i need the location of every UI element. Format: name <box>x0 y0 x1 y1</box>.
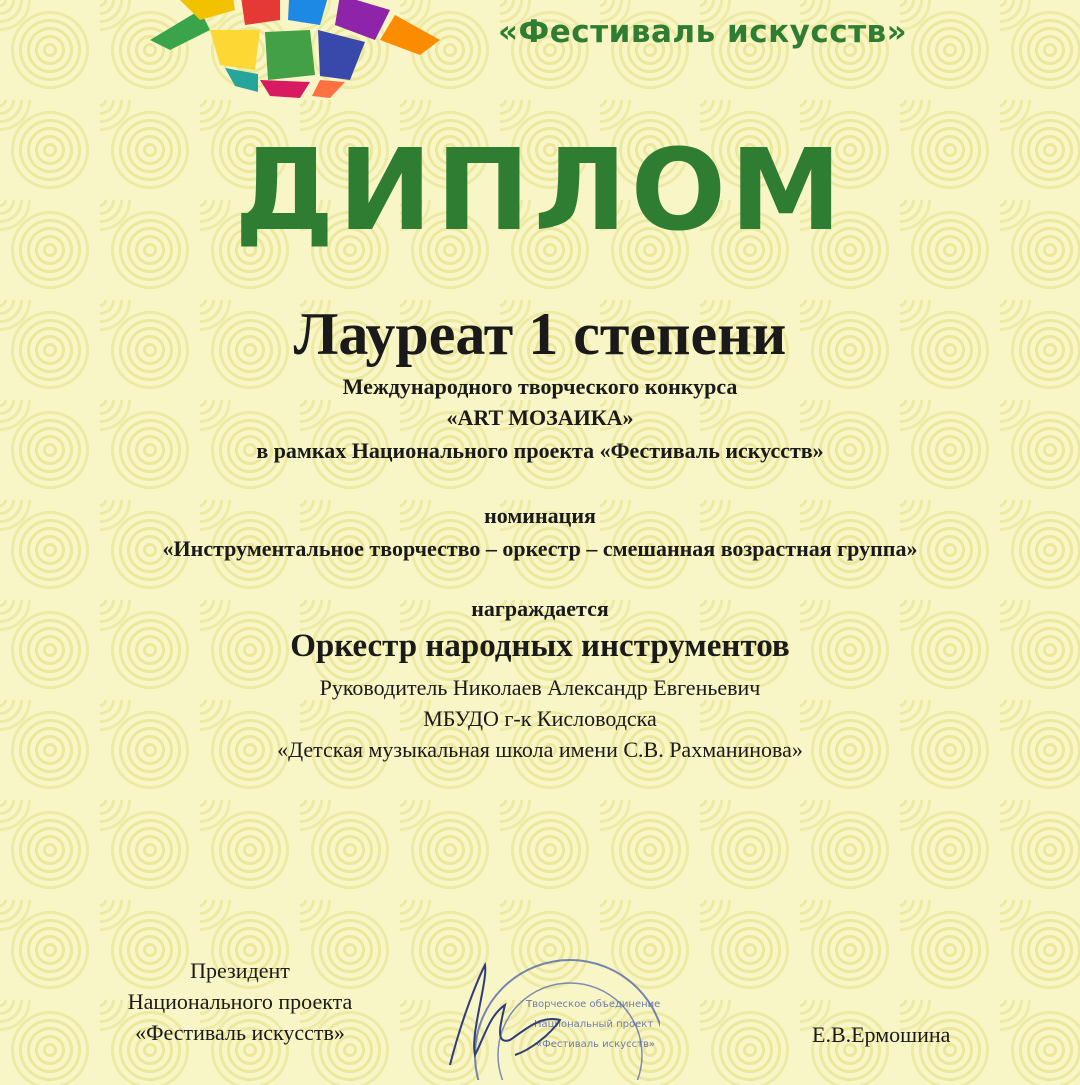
contest-line: Международного творческого конкурса <box>342 374 738 399</box>
institution-line: МБУДО г-к Кисловодска <box>423 706 657 731</box>
laureate-heading: Лауреат 1 степени <box>293 301 787 367</box>
contest-name: «ART МОЗАИКА» <box>446 405 634 430</box>
role-line: Национального проекта <box>127 989 353 1014</box>
awarded-label: награждается <box>471 596 609 621</box>
nomination-label: номинация <box>484 503 596 528</box>
diploma-title: ДИПЛОМ <box>234 126 846 256</box>
official-stamp <box>430 945 660 1085</box>
role-line: Президент <box>190 958 290 983</box>
festival-title: «Фестиваль искусств» <box>498 14 908 50</box>
signature-role <box>80 955 400 1048</box>
recipient-name: Оркестр народных инструментов <box>290 628 790 664</box>
svg-text:Творческое объединение: Творческое объединение <box>526 999 660 1010</box>
svg-text:Национальный проект: Национальный проект <box>534 1019 654 1030</box>
project-line: в рамках Национального проекта «Фестиваль искусств» <box>256 438 824 463</box>
signatory-name: Е.В.Ермошина <box>812 1022 951 1047</box>
nomination-text: «Инструментальное творчество – оркестр – смешанная возрастная группа» <box>162 536 918 561</box>
role-line: «Фестиваль искусств» <box>135 1020 345 1045</box>
leader-line: Руководитель Николаев Александр Евгеньевич <box>319 675 761 700</box>
school-line: «Детская музыкальная школа имени С.В. Рахманинова» <box>277 737 803 762</box>
festival-logo <box>140 0 460 105</box>
svg-text:«Фестиваль искусств»: «Фестиваль искусств» <box>536 1039 655 1050</box>
